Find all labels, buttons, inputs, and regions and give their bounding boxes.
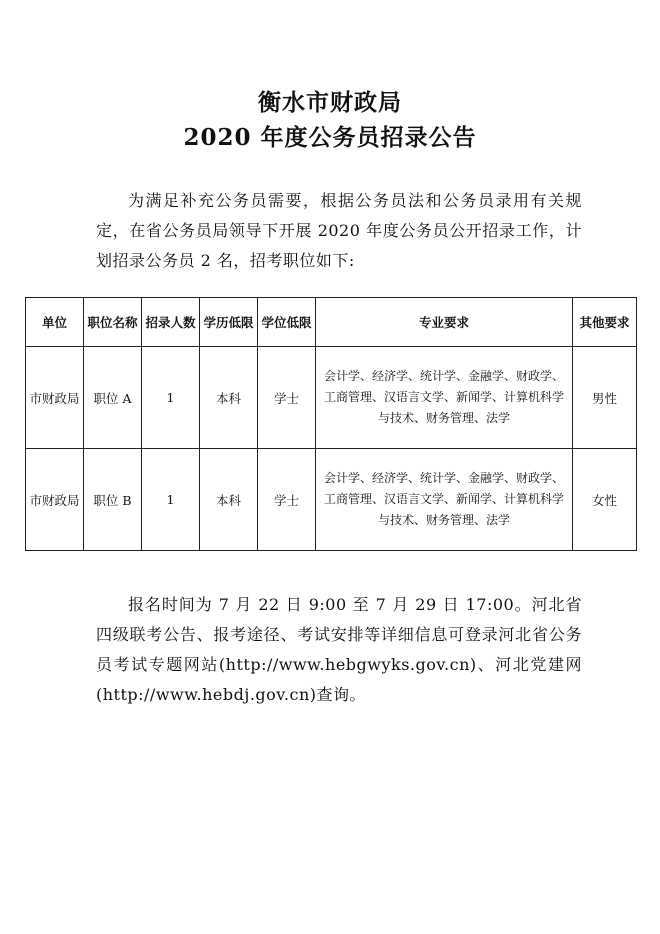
intro-text: 为满足补充公务员需要，根据公务员法和公务员录用有关规定，在省公务员局领导下开展 2020 年度公务员公开招录工作，计划招录公务员 2 名，招考职位如下: bbox=[96, 191, 582, 270]
cell-min-degree: 学士 bbox=[258, 347, 316, 449]
header-position-name: 职位名称 bbox=[84, 298, 142, 347]
header-unit: 单位 bbox=[26, 298, 84, 347]
header-min-education: 学历低限 bbox=[200, 298, 258, 347]
cell-min-degree: 学士 bbox=[258, 449, 316, 551]
registration-paragraph bbox=[96, 590, 582, 710]
cell-unit: 市财政局 bbox=[26, 347, 84, 449]
announcement-title-line1: 衡水市财政局 bbox=[258, 89, 402, 116]
table-row bbox=[26, 449, 637, 551]
cell-recruit-count: 1 bbox=[142, 449, 200, 551]
cell-unit: 市财政局 bbox=[26, 449, 84, 551]
positions-table bbox=[25, 297, 637, 551]
cell-major-requirements: 会计学、经济学、统计学、金融学、财政学、工商管理、汉语言文学、新闻学、计算机科学与技术、财务管理、法学 bbox=[316, 449, 573, 551]
intro-paragraph bbox=[96, 186, 582, 276]
header-min-degree: 学位低限 bbox=[258, 298, 316, 347]
header-major-requirements: 专业要求 bbox=[316, 298, 573, 347]
cell-min-education: 本科 bbox=[200, 347, 258, 449]
announcement-title-line2: 2020 年度公务员招录公告 bbox=[183, 124, 477, 151]
cell-other-requirements: 女性 bbox=[573, 449, 637, 551]
cell-recruit-count: 1 bbox=[142, 347, 200, 449]
registration-text: 报名时间为 7 月 22 日 9:00 至 7 月 29 日 17:00。河北省四级联考公告、报考途径、考试安排等详细信息可登录河北省公务员考试专题网站(http://www.hebgwyks.gov.cn)、河北党建网(http://www.hebdj.gov.cn)查询。 bbox=[96, 595, 582, 704]
cell-position-name: 职位 A bbox=[84, 347, 142, 449]
cell-min-education: 本科 bbox=[200, 449, 258, 551]
cell-major-requirements: 会计学、经济学、统计学、金融学、财政学、工商管理、汉语言文学、新闻学、计算机科学与技术、财务管理、法学 bbox=[316, 347, 573, 449]
header-other-requirements: 其他要求 bbox=[573, 298, 637, 347]
header-recruit-count: 招录人数 bbox=[142, 298, 200, 347]
cell-position-name: 职位 B bbox=[84, 449, 142, 551]
table-header-row bbox=[26, 298, 637, 347]
table-row bbox=[26, 347, 637, 449]
cell-other-requirements: 男性 bbox=[573, 347, 637, 449]
